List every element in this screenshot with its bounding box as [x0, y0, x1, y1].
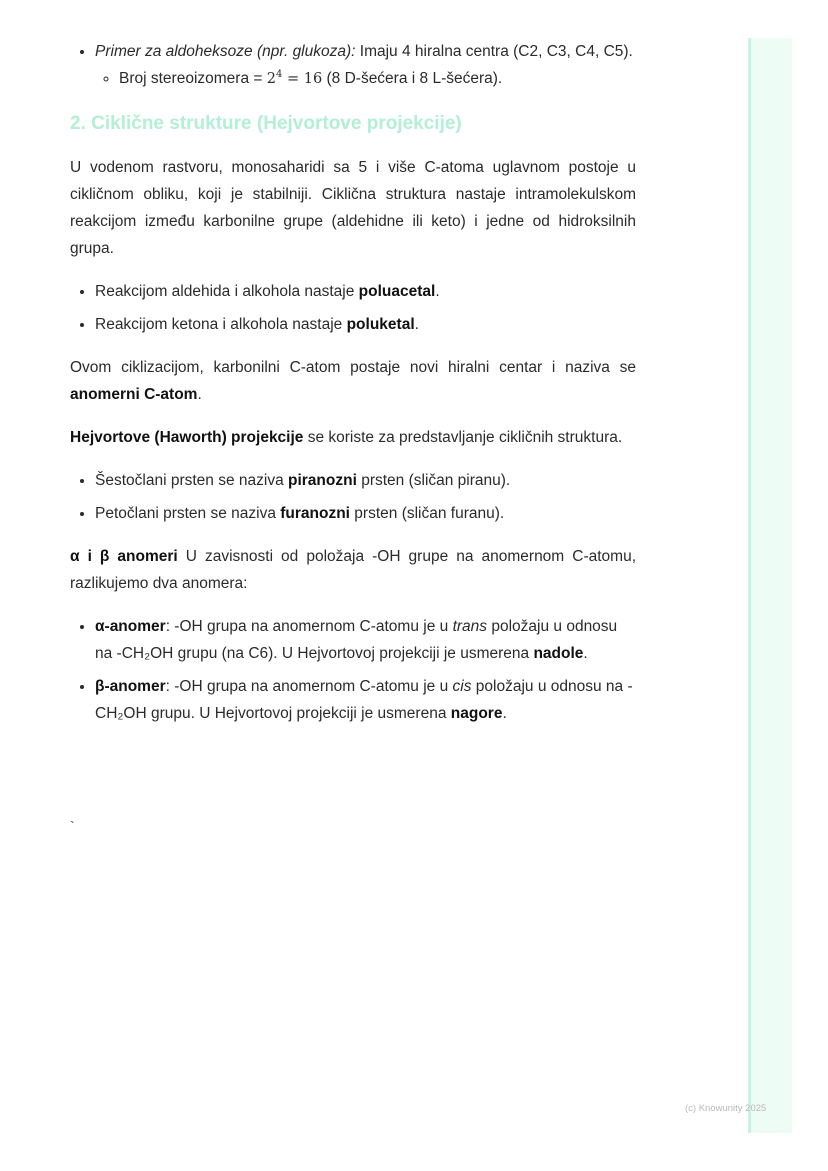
paragraph-anomeric-carbon	[70, 354, 636, 408]
intro-bullet-text: Imaju 4 hiralna centra (C2, C3, C4, C5).	[355, 43, 633, 60]
alpha-direction: nadole	[533, 645, 584, 662]
stereo-formula	[267, 71, 322, 87]
ring-term: furanozni	[280, 505, 350, 522]
beta-text-2: položaju u odnosu na -CH₂OH grupu. U Hejvortovoj projekciji je usmerena	[95, 678, 633, 722]
beta-punct: .	[502, 705, 507, 722]
side-margin-line	[748, 38, 751, 1133]
intro-list	[70, 38, 636, 93]
paragraph-haworth	[70, 424, 636, 451]
reaction-list	[70, 278, 636, 338]
reaction-text: Reakcijom ketona i alkohola nastaje	[95, 316, 347, 333]
ring-text-after: prsten (sličan piranu).	[356, 472, 511, 489]
beta-text-1: : -OH grupa na anomernom C-atomu je u	[165, 678, 453, 695]
intro-sublist	[95, 65, 636, 93]
reaction-text: Reakcijom aldehida i alkohola nastaje	[95, 283, 359, 300]
stereoisomer-count-item	[119, 65, 636, 93]
alpha-punct: .	[583, 645, 588, 662]
anomer-list	[70, 613, 636, 727]
formula-base: 2	[266, 71, 276, 87]
formula-result: = 16	[282, 71, 323, 87]
para2-text: Ovom ciklizacijom, karbonilni C-atom postaje novi hiralni centar i naziva se	[70, 359, 636, 376]
stereo-text-before: Broj stereoizomera =	[119, 70, 267, 87]
side-margin-band	[748, 38, 792, 1133]
reaction-punct: .	[414, 316, 419, 333]
ring-item-furanose	[95, 500, 636, 527]
reaction-item-aldehyde	[95, 278, 636, 305]
reaction-punct: .	[435, 283, 440, 300]
anomeric-carbon-term: anomerni C-atom	[70, 386, 198, 403]
beta-anomer-term: β-anomer	[95, 678, 166, 695]
para2-punct: .	[197, 386, 202, 403]
ring-text-after: prsten (sličan furanu).	[350, 505, 505, 522]
haworth-term: Hejvortove (Haworth) projekcije	[70, 429, 304, 446]
beta-direction: nagore	[450, 705, 503, 722]
intro-bullet	[95, 38, 636, 93]
alpha-anomer-item	[95, 613, 636, 667]
beta-anomer-item	[95, 673, 636, 727]
formula-exponent: 4	[275, 69, 283, 81]
alpha-text-2: položaju u odnosu na -CH₂OH grupu (na C6). U Hejvortovoj projekciji je usmerena	[95, 618, 618, 662]
paragraph-anomers	[70, 543, 636, 597]
beta-cis: cis	[452, 678, 472, 695]
para3-text: se koriste za predstavljanje cikličnih struktura.	[303, 429, 623, 446]
ring-text: Šestočlani prsten se naziva	[95, 472, 288, 489]
intro-bullet-label: Primer za aldoheksoze (npr. glukoza):	[95, 43, 356, 60]
ring-list	[70, 467, 636, 527]
anomers-term: α i β anomeri	[70, 548, 178, 565]
footer-copyright: (c) Knowunity 2025	[685, 1103, 767, 1114]
page-content	[70, 38, 636, 727]
ring-text: Petočlani prsten se naziva	[95, 505, 281, 522]
stray-mark: `	[70, 818, 75, 834]
alpha-anomer-term: α-anomer	[95, 618, 166, 635]
reaction-product: poluacetal	[358, 283, 436, 300]
reaction-product: poluketal	[346, 316, 415, 333]
para4-text: U zavisnosti od položaja -OH grupe na anomernom C-atomu, razlikujemo dva anomera:	[70, 548, 636, 592]
paragraph-cyclic-intro: U vodenom rastvoru, monosaharidi sa 5 i više C-atoma uglavnom postoje u cikličnom obliku, koji je stabilniji. Ciklična struktura nastaje intramolekulskom reakcijom između karbonilne grupe (aldehidne ili keto) i jedne od hidroksilnih grupa.	[70, 159, 636, 257]
reaction-item-ketone	[95, 311, 636, 338]
alpha-trans: trans	[452, 618, 488, 635]
ring-item-pyranose	[95, 467, 636, 494]
ring-term: piranozni	[288, 472, 357, 489]
stereo-text-after: (8 D-šećera i 8 L-šećera).	[322, 70, 503, 87]
alpha-text-1: : -OH grupa na anomernom C-atomu je u	[165, 618, 453, 635]
section-heading: 2. Ciklične strukture (Hejvortove projekcije)	[70, 113, 462, 134]
